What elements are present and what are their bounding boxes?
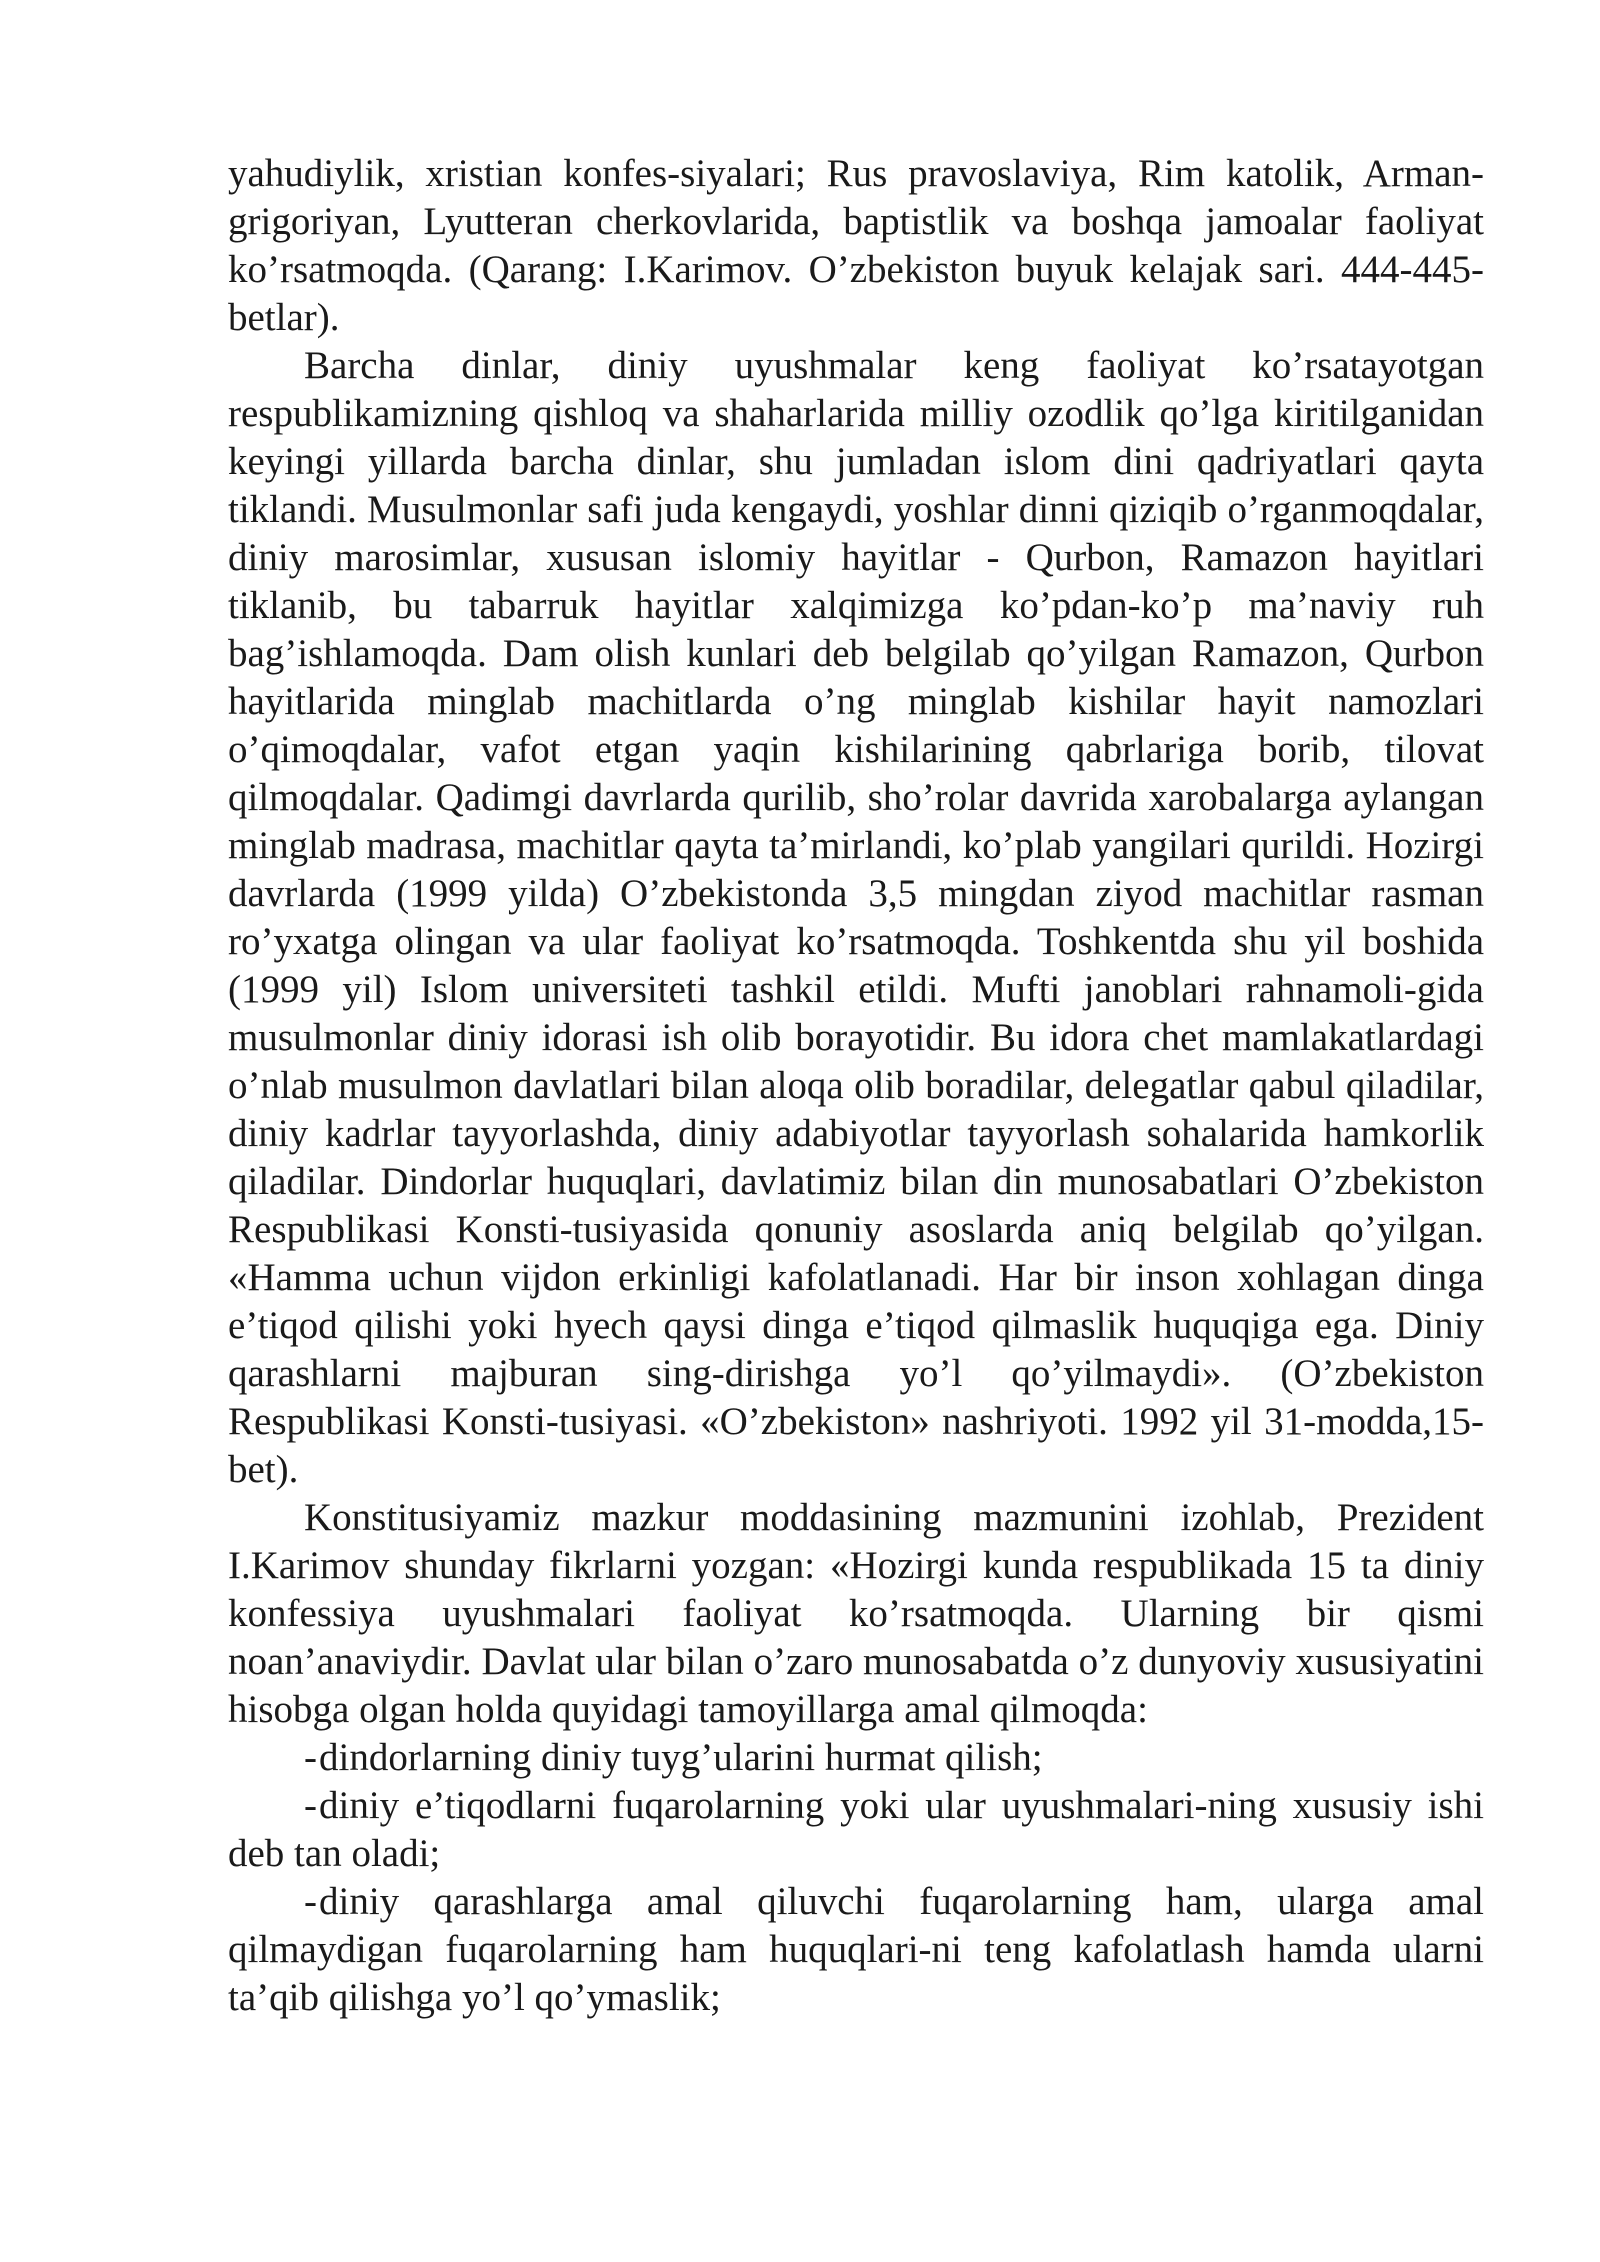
- paragraph-2: Barcha dinlar, diniy uyushmalar keng faoliyat ko’rsatayotgan respublikamizning qishloq va shaharlarida milliy ozodlik qo’lga kiritilganidan keyingi yillarda barcha dinlar, shu jumladan islom dini qadriyatlari qayta tiklandi. Musulmonlar safi juda kengaydi, yoshlar dinni qiziqib o’rganmoqdalar, diniy marosimlar, xususan islomiy hayitlar - Qurbon, Ramazon hayitlari tiklanib, bu tabarruk hayitlar xalqimizga ko’pdan-ko’p ma’naviy ruh bag’ishlamoqda. Dam olish kunlari deb belgilab qo’yilgan Ramazon, Qurbon hayitlarida minglab machitlarda o’ng minglab kishilar hayit namozlari o’qimoqdalar, vafot etgan yaqin kishilarining qabrlariga borib, tilovat qilmoqdalar. Qadimgi davrlarda qurilib, sho’rolar davrida xarobalarga aylangan minglab madrasa, machitlar qayta ta’mirlandi, ko’plab yangilari qurildi. Hozirgi davrlarda (1999 yilda) O’zbekistonda 3,5 mingdan ziyod machitlar rasman ro’yxatga olingan va ular faoliyat ko’rsatmoqda. Toshkentda shu yil boshida (1999 yil) Islom universiteti tashkil etildi. Mufti janoblari rahnamoli-gida musulmonlar diniy idorasi ish olib borayotidir. Bu idora chet mamlakatlardagi o’nlab musulmon davlatlari bilan aloqa olib boradilar, delegatlar qabul qiladilar, diniy kadrlar tayyorlashda, diniy adabiyotlar tayyorlash sohalarida hamkorlik qiladilar. Dindorlar huquqlari, davlatimiz bilan din munosabatlari O’zbekiston Respublikasi Konsti-tusiyasida qonuniy asoslarda aniq belgilab qo’yilgan. «Hamma uchun vijdon erkinligi kafolatlanadi. Har bir inson xohlagan dinga e’tiqod qilishi yoki hyech qaysi dinga e’tiqod qilmaslik huquqiga ega. Diniy qarashlarni majburan sing-dirishga yo’l qo’yilmaydi». (O’zbekiston Respublikasi Konsti-tusiyasi. «O’zbekiston» nashriyoti. 1992 yil 31-modda,15-bet).: [228, 344, 1484, 1491]
- bullet-item-1: [228, 1734, 1484, 1782]
- bullet-marker: -: [304, 1880, 317, 1923]
- bullet-text: dindorlarning diniy tuyg’ularini hurmat qilish;: [319, 1736, 1043, 1779]
- bullet-item-3: [228, 1878, 1484, 2022]
- bullet-text: diniy qarashlarga amal qiluvchi fuqarolarning ham, ularga amal qilmaydigan fuqarolarning ham huquqlari-ni teng kafolatlash hamda ularni ta’qib qilishga yo’l qo’ymaslik;: [228, 1880, 1484, 2019]
- paragraph-3: Konstitusiyamiz mazkur moddasining mazmunini izohlab, Prezident I.Karimov shunday fikrlarni yozgan: «Hozirgi kunda respublikada 15 ta diniy konfessiya uyushmalari faoliyat ko’rsatmoqda. Ularning bir qismi noan’anaviydir. Davlat ular bilan o’zaro munosabatda o’z dunyoviy xususiyatini hisobga olgan holda quyidagi tamoyillarga amal qilmoqda:: [228, 1496, 1484, 1731]
- bullet-marker: -: [304, 1736, 317, 1779]
- bullet-marker: -: [304, 1784, 317, 1827]
- document-page: [228, 150, 1484, 2022]
- bullet-text: diniy e’tiqodlarni fuqarolarning yoki ular uyushmalari-ning xususiy ishi deb tan oladi;: [228, 1784, 1484, 1875]
- paragraph-1: yahudiylik, xristian konfes-siyalari; Rus pravoslaviya, Rim katolik, Arman-grigoriyan, Lyutteran cherkovlarida, baptistlik va boshqa jamoalar faoliyat ko’rsatmoqda. (Qarang: I.Karimov. O’zbekiston buyuk kelajak sari. 444-445-betlar).: [228, 152, 1484, 339]
- bullet-item-2: [228, 1782, 1484, 1878]
